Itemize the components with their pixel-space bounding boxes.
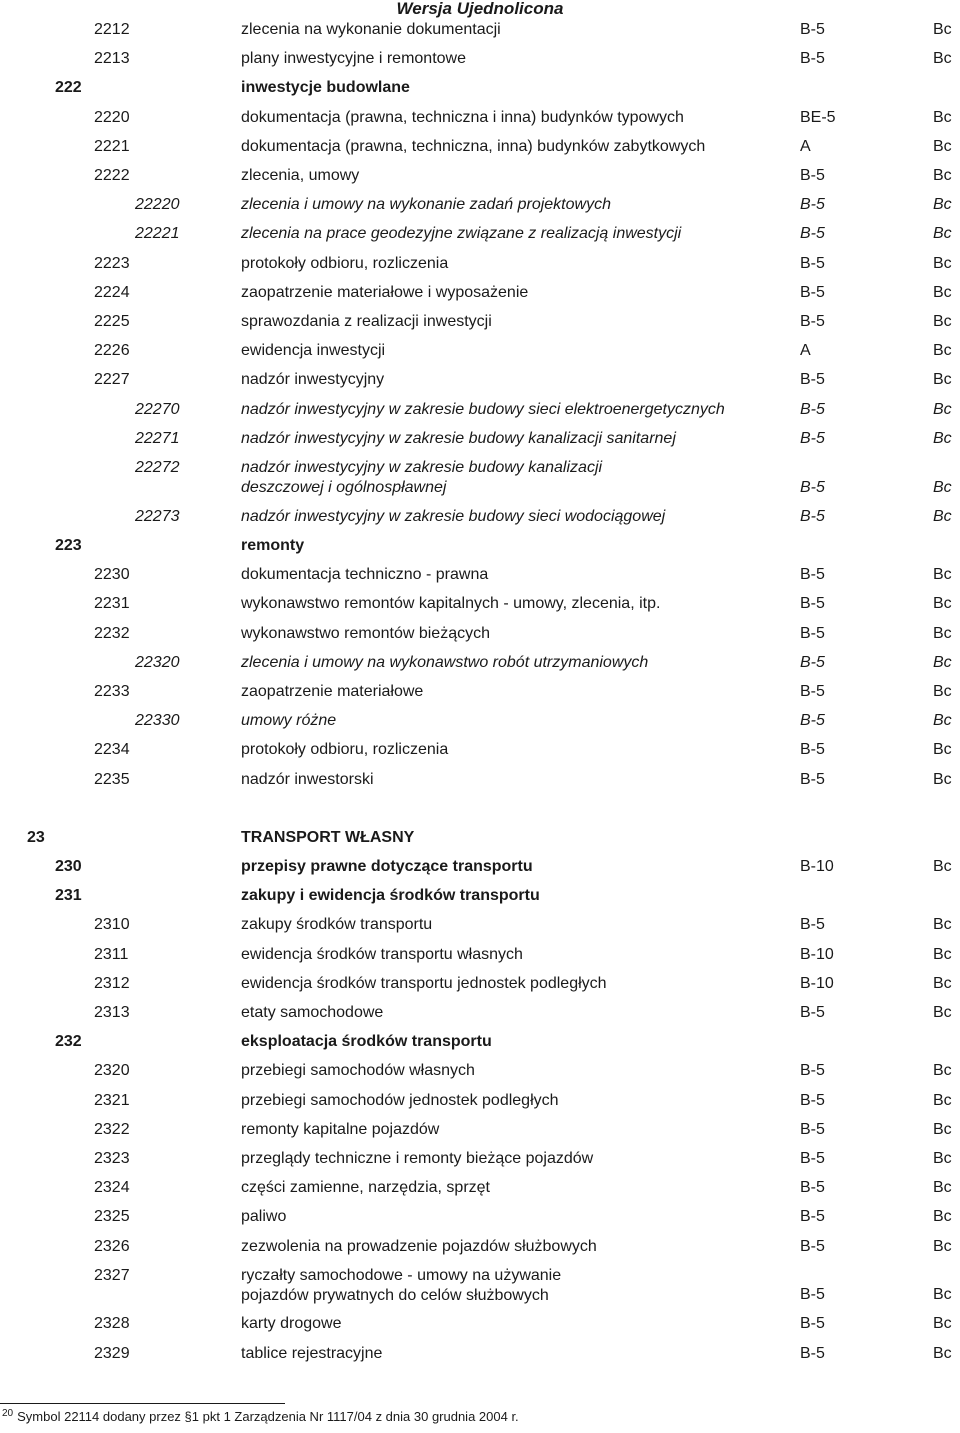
item-category: B-5: [800, 595, 825, 613]
item-symbol: 2220: [94, 108, 130, 126]
item-category: B-5: [800, 254, 825, 272]
item-name: [241, 945, 523, 965]
item-archive-code: Bc: [933, 50, 952, 68]
item-category: B-5: [800, 566, 825, 584]
list-item: [0, 1061, 960, 1083]
item-name: [241, 283, 528, 303]
list-item: [0, 828, 960, 850]
item-name-line: tablice rejestracyjne: [241, 1344, 383, 1362]
item-name-line: nadzór inwestycyjny w zakresie budowy kanalizacji sanitarnej: [241, 429, 676, 447]
item-category: A: [800, 137, 811, 155]
list-item: [0, 1314, 960, 1336]
item-name-line: części zamienne, narzędzia, sprzęt: [241, 1179, 490, 1197]
item-name: [241, 370, 384, 390]
item-symbol: 2324: [94, 1179, 130, 1197]
item-archive-code: Bc: [933, 254, 952, 272]
list-item: [0, 653, 960, 675]
item-archive-code: Bc: [933, 507, 952, 525]
list-item: [0, 886, 960, 908]
list-item: [0, 254, 960, 276]
item-symbol: 2230: [94, 566, 130, 584]
item-symbol: 22270: [135, 400, 180, 418]
item-symbol: 22271: [135, 429, 180, 447]
item-symbol: 2225: [94, 313, 130, 330]
item-archive-code: Bc: [933, 167, 952, 184]
item-symbol: 2223: [94, 254, 130, 272]
list-item: [0, 224, 960, 246]
item-name: [241, 1237, 597, 1257]
item-name-line: dokumentacja (prawna, techniczna i inna) budynków typowych: [241, 108, 684, 126]
item-name-line: protokoły odbioru, rozliczenia: [241, 254, 449, 272]
item-name-line: zlecenia i umowy na wykonanie zadań projektowych: [241, 196, 611, 214]
item-name: [241, 828, 414, 848]
item-category: B-5: [800, 283, 825, 301]
item-symbol: 223: [55, 536, 82, 554]
item-symbol: 2322: [94, 1120, 130, 1138]
item-name-line: remonty: [241, 536, 305, 554]
list-item: [0, 565, 960, 587]
item-name-line: sprawozdania z realizacji inwestycji: [241, 313, 492, 330]
item-symbol: 2233: [94, 682, 130, 700]
item-archive-code: Bc: [933, 1344, 952, 1362]
item-symbol: 22330: [135, 712, 180, 730]
item-name-line: eksploatacja środków transportu: [241, 1033, 492, 1051]
item-name-line: remonty kapitalne pojazdów: [241, 1120, 440, 1138]
item-name-line: paliwo: [241, 1208, 287, 1226]
item-archive-code: Bc: [933, 1208, 952, 1226]
item-name: [241, 137, 705, 157]
item-archive-code: Bc: [933, 1286, 952, 1304]
item-name: [241, 770, 374, 790]
item-archive-code: Bc: [933, 313, 952, 330]
item-symbol: 22320: [135, 653, 180, 671]
item-archive-code: Bc: [933, 1091, 952, 1109]
item-symbol: 2226: [94, 342, 130, 360]
item-name-line: wykonawstwo remontów kapitalnych - umowy, zlecenia, itp.: [241, 595, 661, 613]
item-name: [241, 740, 448, 760]
list-item: [0, 1344, 960, 1366]
item-name-line: dokumentacja techniczno - prawna: [241, 566, 489, 584]
item-archive-code: Bc: [933, 653, 952, 671]
list-item: [0, 195, 960, 217]
item-category: B-5: [800, 1286, 825, 1304]
list-item: [0, 1091, 960, 1113]
item-category: B-5: [800, 1315, 825, 1333]
item-category: B-5: [800, 507, 825, 525]
item-archive-code: Bc: [933, 342, 952, 360]
list-item: [0, 108, 960, 130]
item-archive-code: Bc: [933, 916, 952, 934]
item-name-line: przebiegi samochodów własnych: [241, 1062, 475, 1080]
item-symbol: 2227: [94, 371, 130, 389]
item-name: [241, 224, 681, 244]
item-name: [241, 1149, 593, 1169]
list-item: [0, 1120, 960, 1142]
list-item: [0, 711, 960, 733]
item-symbol: 2329: [94, 1344, 130, 1362]
item-symbol: 23: [27, 828, 45, 846]
item-name: [241, 49, 466, 69]
item-category: B-5: [800, 770, 825, 788]
item-archive-code: Bc: [933, 1003, 952, 1021]
item-name-line: zezwolenia na prowadzenie pojazdów służbowych: [241, 1237, 597, 1255]
item-category: B-10: [800, 974, 834, 992]
item-symbol: 231: [55, 887, 82, 905]
item-archive-code: Bc: [933, 400, 952, 418]
list-item: [0, 400, 960, 422]
item-name: [241, 1032, 492, 1052]
item-name-line: zlecenia, umowy: [241, 167, 360, 184]
footnote-divider: [0, 1403, 285, 1404]
item-name-line: przebiegi samochodów jednostek podległych: [241, 1091, 559, 1109]
list-item: [0, 594, 960, 616]
item-archive-code: Bc: [933, 1062, 952, 1080]
item-category: B-5: [800, 653, 825, 671]
item-name: [241, 1266, 561, 1306]
item-name: [241, 166, 359, 186]
item-category: B-5: [800, 1003, 825, 1021]
list-item: [0, 20, 960, 42]
list-item: [0, 283, 960, 305]
item-name-line: ewidencja środków transportu własnych: [241, 945, 523, 963]
item-name-line: zaopatrzenie materiałowe: [241, 682, 424, 700]
item-name: [241, 594, 660, 614]
item-category: BE-5: [800, 108, 836, 126]
item-symbol: 2323: [94, 1149, 130, 1167]
item-name: [241, 682, 423, 702]
item-archive-code: Bc: [933, 429, 952, 447]
item-category: B-5: [800, 1344, 825, 1362]
item-archive-code: Bc: [933, 974, 952, 992]
item-symbol: 2326: [94, 1237, 130, 1255]
item-archive-code: Bc: [933, 1179, 952, 1197]
item-name-line: zakupy i ewidencja środków transportu: [241, 887, 540, 905]
list-item: [0, 341, 960, 363]
item-name: [241, 624, 490, 644]
item-category: B-5: [800, 916, 825, 934]
item-category: B-5: [800, 1062, 825, 1080]
item-symbol: 2325: [94, 1208, 130, 1226]
item-name-line: ewidencja inwestycji: [241, 342, 386, 360]
item-symbol: 2221: [94, 137, 130, 155]
item-symbol: 2222: [94, 167, 130, 184]
list-item: [0, 682, 960, 704]
item-name-line: zlecenia na wykonanie dokumentacji: [241, 21, 501, 38]
item-name: [241, 108, 684, 128]
list-item: [0, 1032, 960, 1054]
item-name: [241, 254, 448, 274]
item-symbol: 222: [55, 79, 82, 97]
header-title: Wersja Ujednolicona: [396, 0, 564, 18]
item-archive-code: Bc: [933, 682, 952, 700]
list-item: [0, 536, 960, 558]
item-name-line: protokoły odbioru, rozliczenia: [241, 741, 449, 759]
item-name-line: zaopatrzenie materiałowe i wyposażenie: [241, 283, 529, 301]
item-archive-code: Bc: [933, 624, 952, 642]
list-item: [0, 458, 960, 496]
list-item: [0, 166, 960, 188]
item-archive-code: Bc: [933, 857, 952, 875]
item-archive-code: Bc: [933, 741, 952, 759]
list-item: [0, 429, 960, 451]
item-symbol: 2312: [94, 974, 130, 992]
item-name: [241, 1120, 439, 1140]
item-archive-code: Bc: [933, 595, 952, 613]
item-category: B-5: [800, 50, 825, 68]
item-name: [241, 1314, 342, 1334]
item-symbol: 2234: [94, 741, 130, 759]
item-name: [241, 341, 385, 361]
item-name: [241, 20, 501, 40]
item-symbol: 22272: [135, 459, 180, 476]
list-item: [0, 915, 960, 937]
item-archive-code: Bc: [933, 196, 952, 214]
item-category: B-5: [800, 712, 825, 730]
item-name: [241, 653, 648, 673]
list-item: [0, 507, 960, 529]
item-archive-code: Bc: [933, 1149, 952, 1167]
item-name-line: nadzór inwestorski: [241, 770, 374, 788]
item-name-line: etaty samochodowe: [241, 1003, 384, 1021]
item-symbol: 2328: [94, 1315, 130, 1333]
list-item: [0, 974, 960, 996]
item-archive-code: Bc: [933, 1315, 952, 1333]
list-item: [0, 1207, 960, 1229]
item-name-line: plany inwestycyjne i remontowe: [241, 50, 466, 68]
list-item: [0, 1003, 960, 1025]
list-item: [0, 370, 960, 392]
list-item: [0, 49, 960, 71]
document-header: [0, 0, 960, 18]
list-item: [0, 1237, 960, 1259]
item-archive-code: Bc: [933, 21, 952, 38]
item-name-line: nadzór inwestycyjny: [241, 371, 385, 389]
item-name: [241, 195, 611, 215]
item-name: [241, 1344, 382, 1364]
item-name: [241, 458, 602, 498]
item-category: B-5: [800, 1120, 825, 1138]
item-name: [241, 1091, 559, 1111]
list-item: [0, 137, 960, 159]
item-archive-code: Bc: [933, 108, 952, 126]
item-category: B-5: [800, 1237, 825, 1255]
item-category: A: [800, 342, 811, 360]
item-name: [241, 711, 336, 731]
item-symbol: 2313: [94, 1003, 130, 1021]
item-archive-code: Bc: [933, 478, 952, 496]
item-archive-code: Bc: [933, 283, 952, 301]
item-name: [241, 312, 492, 332]
item-name: [241, 1061, 475, 1081]
item-symbol: 2327: [94, 1266, 130, 1284]
item-name-line: zlecenia na prace geodezyjne związane z realizacją inwestycji: [241, 225, 682, 243]
list-item: [0, 1178, 960, 1200]
item-archive-code: Bc: [933, 770, 952, 788]
item-name-line: dokumentacja (prawna, techniczna, inna) budynków zabytkowych: [241, 137, 706, 155]
item-name-line: przeglądy techniczne i remonty bieżące pojazdów: [241, 1149, 594, 1167]
item-name-line: TRANSPORT WŁASNY: [241, 828, 415, 846]
item-name-line: nadzór inwestycyjny w zakresie budowy sieci elektroenergetycznych: [241, 400, 725, 418]
item-archive-code: Bc: [933, 945, 952, 963]
item-name: [241, 857, 533, 877]
item-symbol: 22221: [135, 225, 180, 243]
item-category: B-5: [800, 682, 825, 700]
footnote-text: Symbol 22114 dodany przez §1 pkt 1 Zarządzenia Nr 1117/04 z dnia 30 grudnia 2004 r.: [17, 1409, 519, 1424]
item-category: B-5: [800, 1208, 825, 1226]
item-symbol: 2320: [94, 1062, 130, 1080]
item-name-line: ryczałty samochodowe - umowy na używanie: [241, 1266, 562, 1284]
item-name-line: zakupy środków transportu: [241, 916, 433, 934]
item-name-line: nadzór inwestycyjny w zakresie budowy sieci wodociągowej: [241, 507, 666, 525]
item-archive-code: Bc: [933, 225, 952, 243]
list-item: [0, 1149, 960, 1171]
item-category: B-5: [800, 313, 825, 330]
item-category: B-5: [800, 196, 825, 214]
item-symbol: 22220: [135, 196, 180, 214]
list-item: [0, 312, 960, 334]
item-name-line: karty drogowe: [241, 1315, 342, 1333]
item-name: [241, 400, 725, 420]
item-symbol: 2231: [94, 595, 130, 613]
item-name: [241, 974, 607, 994]
item-name: [241, 429, 676, 449]
item-category: B-5: [800, 1091, 825, 1109]
list-item: [0, 770, 960, 792]
item-name-line: umowy różne: [241, 712, 337, 730]
item-name-line-2: pojazdów prywatnych do celów służbowych: [241, 1286, 549, 1304]
item-name-line: nadzór inwestycyjny w zakresie budowy kanalizacji: [241, 459, 603, 476]
item-name: [241, 78, 410, 98]
item-category: B-5: [800, 167, 825, 184]
item-name-line-2: deszczowej i ogólnospławnej: [241, 479, 447, 496]
list-item: [0, 78, 960, 100]
item-archive-code: Bc: [933, 566, 952, 584]
item-name: [241, 565, 488, 585]
item-name: [241, 507, 665, 527]
item-category: B-5: [800, 429, 825, 447]
footnote-number: 20: [2, 1408, 14, 1419]
item-symbol: 2321: [94, 1091, 130, 1109]
item-name-line: przepisy prawne dotyczące transportu: [241, 857, 533, 875]
item-category: B-5: [800, 371, 825, 389]
list-item: [0, 1266, 960, 1304]
item-symbol: 2212: [94, 21, 130, 38]
item-name-line: ewidencja środków transportu jednostek podległych: [241, 974, 607, 992]
item-category: B-10: [800, 945, 834, 963]
item-archive-code: Bc: [933, 371, 952, 389]
item-name-line: wykonawstwo remontów bieżących: [241, 624, 490, 642]
item-name: [241, 915, 432, 935]
item-archive-code: Bc: [933, 712, 952, 730]
item-symbol: 2213: [94, 50, 130, 68]
list-item: [0, 740, 960, 762]
item-category: B-5: [800, 21, 825, 38]
item-symbol: 2311: [94, 945, 129, 963]
item-category: B-5: [800, 1149, 825, 1167]
item-category: B-10: [800, 857, 834, 875]
item-category: B-5: [800, 741, 825, 759]
list-item: [0, 857, 960, 879]
item-category: B-5: [800, 1179, 825, 1197]
item-archive-code: Bc: [933, 1237, 952, 1255]
item-category: B-5: [800, 478, 825, 496]
list-item: [0, 624, 960, 646]
item-name: [241, 1003, 383, 1023]
item-symbol: 2235: [94, 770, 130, 788]
item-name: [241, 1178, 490, 1198]
item-archive-code: Bc: [933, 137, 952, 155]
item-symbol: 2232: [94, 624, 130, 642]
item-symbol: 2310: [94, 916, 130, 934]
footnote: [2, 1409, 519, 1427]
item-name: [241, 536, 304, 556]
item-symbol: 22273: [135, 507, 180, 525]
list-item: [0, 945, 960, 967]
item-name-line: inwestycje budowlane: [241, 79, 410, 97]
item-category: B-5: [800, 225, 825, 243]
item-symbol: 2224: [94, 283, 130, 301]
item-symbol: 230: [55, 857, 82, 875]
item-name: [241, 886, 540, 906]
item-category: B-5: [800, 400, 825, 418]
item-symbol: 232: [55, 1033, 82, 1051]
item-name-line: zlecenia i umowy na wykonawstwo robót utrzymaniowych: [241, 653, 649, 671]
item-archive-code: Bc: [933, 1120, 952, 1138]
item-name: [241, 1207, 286, 1227]
item-category: B-5: [800, 624, 825, 642]
